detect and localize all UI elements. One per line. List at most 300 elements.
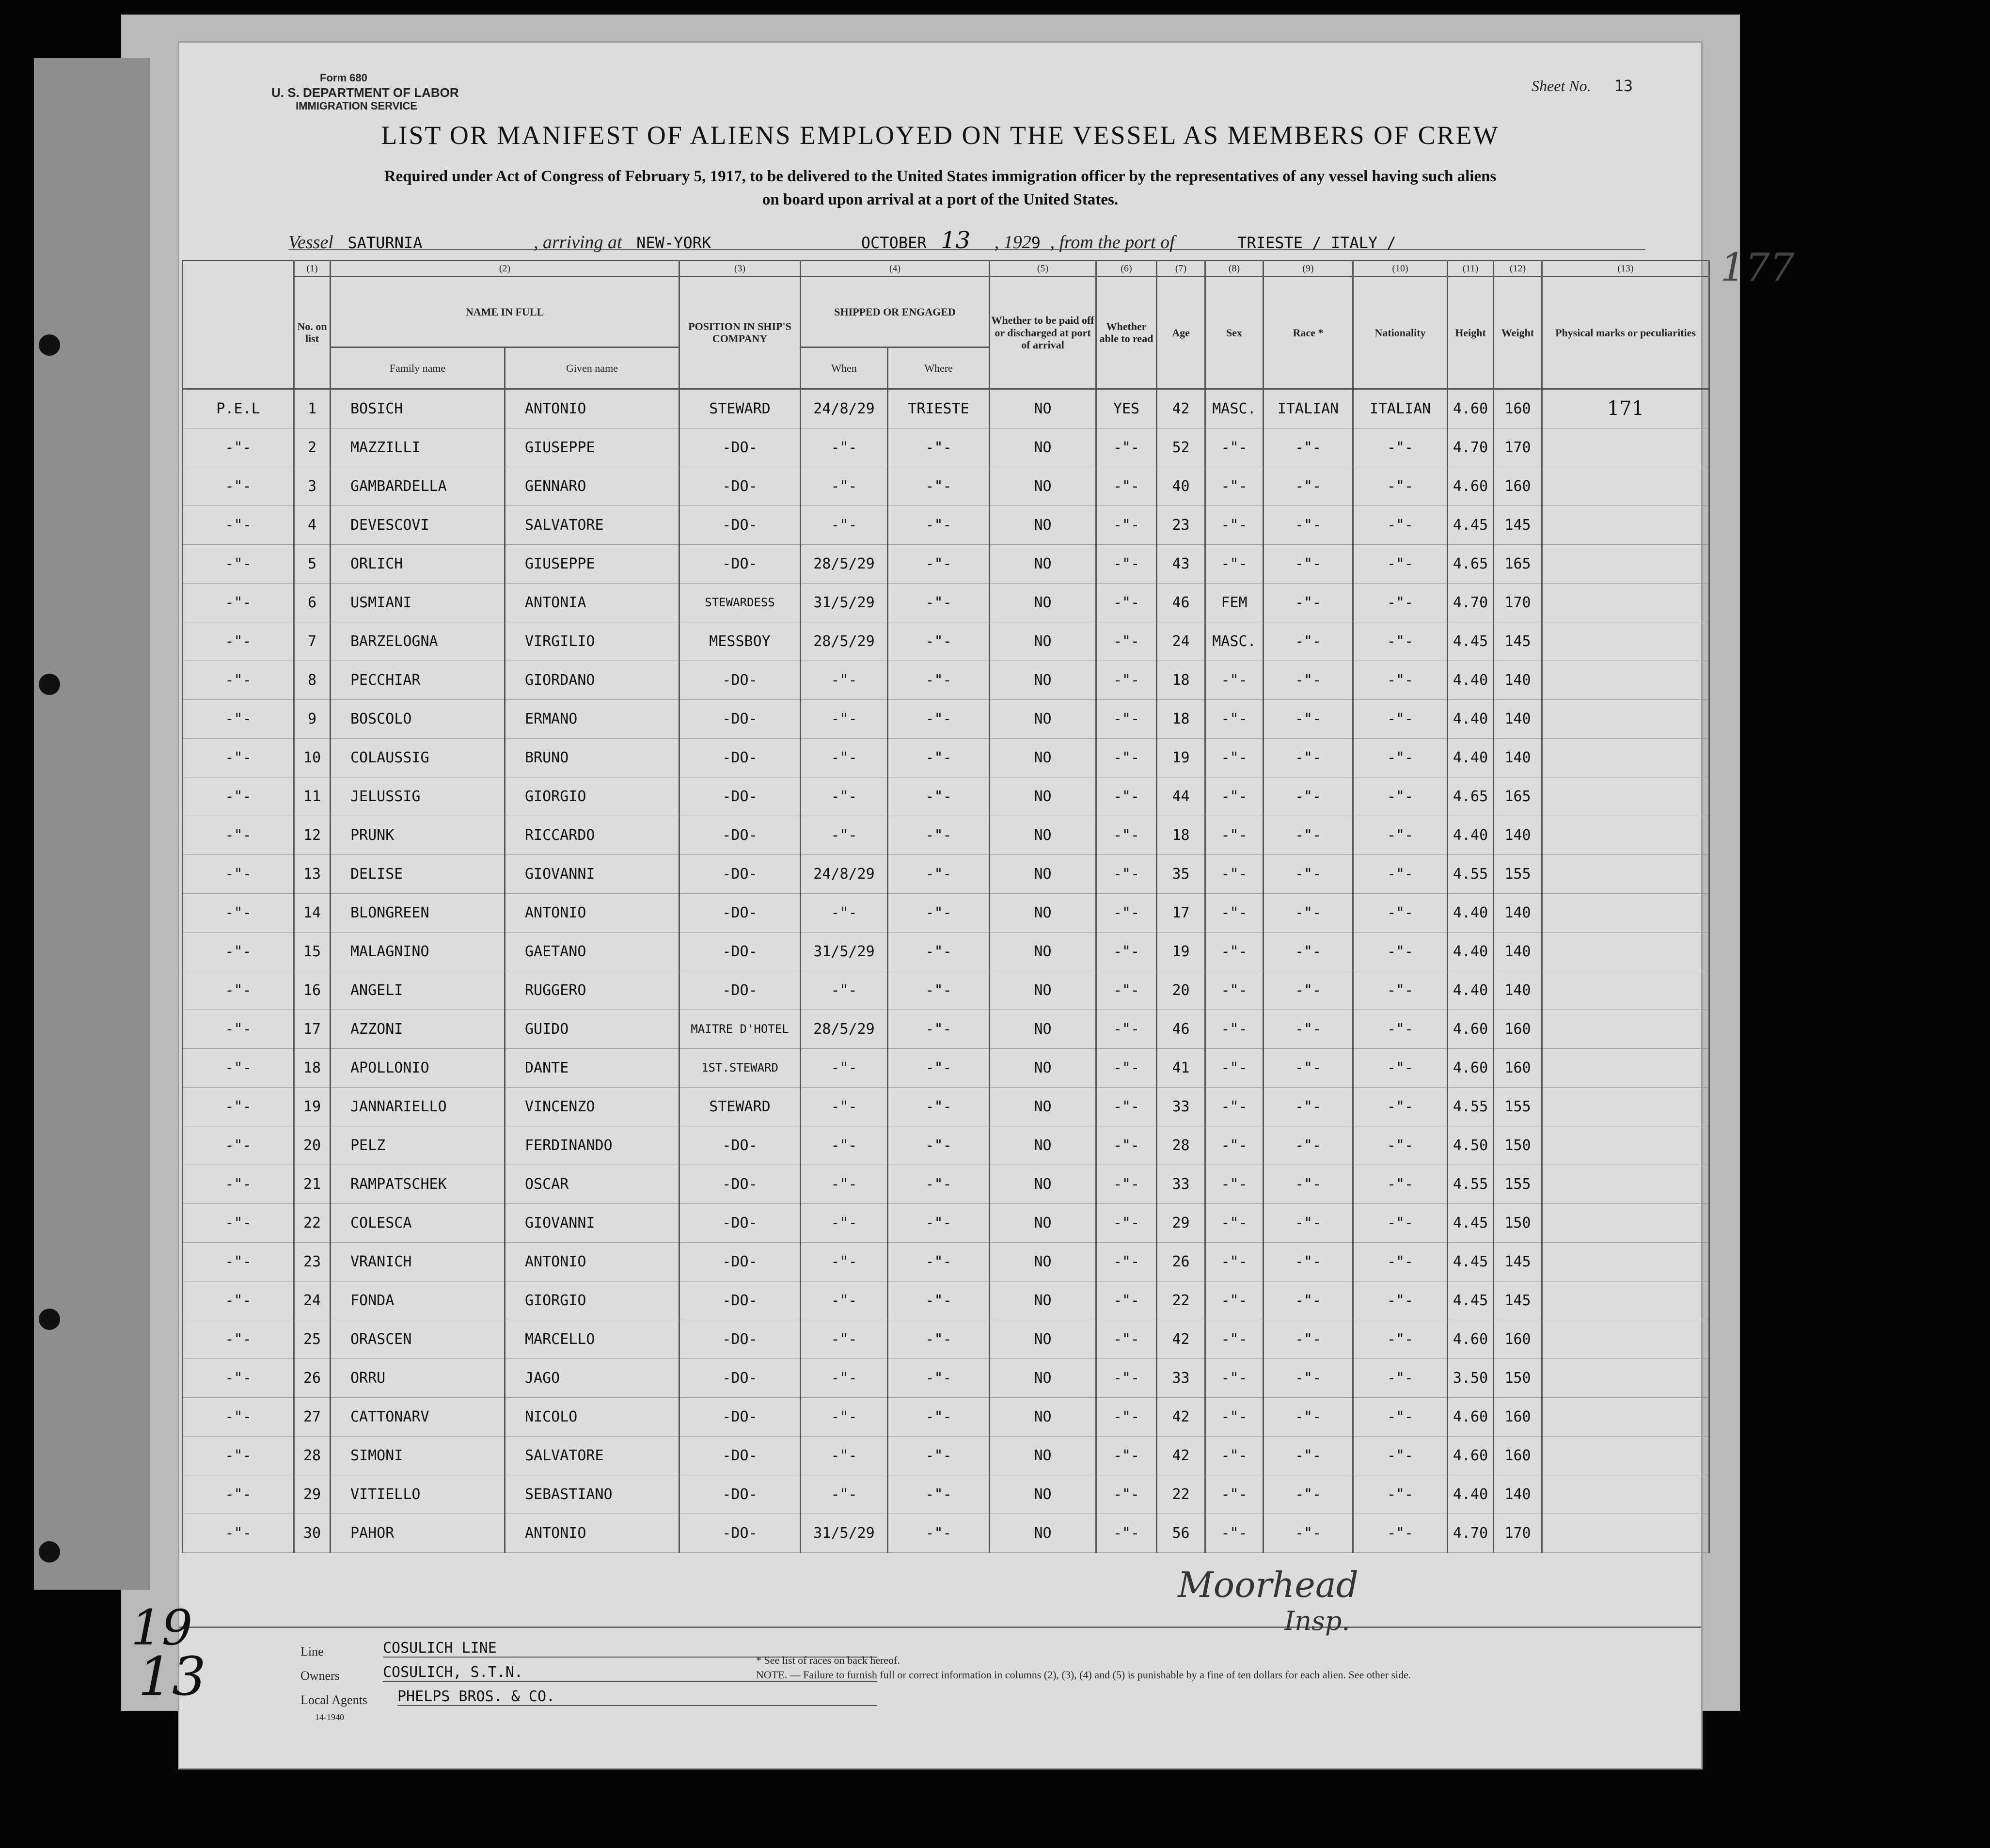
- family-name: PECCHIAR: [331, 661, 505, 699]
- shipped-when: -"-: [801, 816, 888, 854]
- position: STEWARD: [679, 389, 801, 428]
- able-to-read: -"-: [1096, 467, 1157, 505]
- shipped-where: -"-: [888, 622, 990, 661]
- shipped-when: -"-: [801, 1048, 888, 1087]
- table-row: [183, 1436, 1709, 1475]
- sex: MASC.: [1205, 389, 1263, 428]
- height: 4.60: [1448, 1397, 1494, 1436]
- position: STEWARD: [679, 1087, 801, 1126]
- sex: -"-: [1205, 816, 1263, 854]
- table-row: [183, 1242, 1709, 1281]
- weight: 170: [1494, 1514, 1542, 1552]
- height: 4.65: [1448, 544, 1494, 583]
- given-name: SEBASTIANO: [505, 1475, 679, 1514]
- col-num: (2): [331, 261, 679, 277]
- position: MESSBOY: [679, 622, 801, 661]
- race: -"-: [1263, 1087, 1353, 1126]
- family-name: GAMBARDELLA: [331, 467, 505, 505]
- row-number: 2: [294, 428, 331, 467]
- position: -DO-: [679, 1242, 801, 1281]
- row-number: 28: [294, 1436, 331, 1475]
- physical-marks: [1542, 1048, 1709, 1087]
- shipped-when: -"-: [801, 1242, 888, 1281]
- sex: -"-: [1205, 971, 1263, 1010]
- physical-marks: 171: [1542, 389, 1709, 428]
- shipped-when: 28/5/29: [801, 544, 888, 583]
- weight: 160: [1494, 389, 1542, 428]
- sex: -"-: [1205, 1320, 1263, 1358]
- age: 35: [1157, 854, 1205, 893]
- shipped-when: -"-: [801, 1475, 888, 1514]
- voyage-line: [288, 227, 1645, 254]
- given-name: NICOLO: [505, 1397, 679, 1436]
- table-row: [183, 1203, 1709, 1242]
- paid-off: NO: [990, 544, 1096, 583]
- position: -DO-: [679, 932, 801, 971]
- shipped-where: -"-: [888, 1358, 990, 1397]
- physical-marks: [1542, 1397, 1709, 1436]
- able-to-read: -"-: [1096, 1087, 1157, 1126]
- position: -DO-: [679, 777, 801, 816]
- position: -DO-: [679, 971, 801, 1010]
- weight: 145: [1494, 1242, 1542, 1281]
- age: 18: [1157, 661, 1205, 699]
- manifest-sheet: [179, 43, 1701, 1768]
- race: -"-: [1263, 893, 1353, 932]
- sex: -"-: [1205, 661, 1263, 699]
- able-to-read: -"-: [1096, 1397, 1157, 1436]
- col-num: (8): [1205, 261, 1263, 277]
- line-name: COSULICH LINE: [383, 1640, 877, 1658]
- race: -"-: [1263, 699, 1353, 738]
- shipped-when: -"-: [801, 1281, 888, 1320]
- header-position: POSITION IN SHIP'S COMPANY: [679, 277, 801, 389]
- sex: -"-: [1205, 1514, 1263, 1552]
- family-name: APOLLONIO: [331, 1048, 505, 1087]
- row-number: 3: [294, 467, 331, 505]
- shipped-where: -"-: [888, 1514, 990, 1552]
- sex: -"-: [1205, 1397, 1263, 1436]
- weight: 165: [1494, 544, 1542, 583]
- shipped-when: -"-: [801, 505, 888, 544]
- shipped-when: 31/5/29: [801, 1514, 888, 1552]
- paid-off: NO: [990, 1475, 1096, 1514]
- table-row: [183, 777, 1709, 816]
- height: 4.60: [1448, 1048, 1494, 1087]
- table-row: [183, 1087, 1709, 1126]
- weight: 150: [1494, 1358, 1542, 1397]
- family-name: JELUSSIG: [331, 777, 505, 816]
- able-to-read: -"-: [1096, 932, 1157, 971]
- shipped-where: -"-: [888, 699, 990, 738]
- paid-off: NO: [990, 1165, 1096, 1203]
- age: 29: [1157, 1203, 1205, 1242]
- able-to-read: -"-: [1096, 1242, 1157, 1281]
- arrival-month: OCTOBER: [861, 234, 927, 252]
- physical-marks: [1542, 777, 1709, 816]
- shipped-when: -"-: [801, 1126, 888, 1165]
- table-row: [183, 1358, 1709, 1397]
- table-row: [183, 467, 1709, 505]
- weight: 155: [1494, 1087, 1542, 1126]
- age: 22: [1157, 1475, 1205, 1514]
- family-name: BARZELOGNA: [331, 622, 505, 661]
- shipped-when: 24/8/29: [801, 389, 888, 428]
- year-label: , 192: [994, 232, 1031, 253]
- nationality: -"-: [1353, 816, 1448, 854]
- row-margin-mark: -"-: [183, 505, 294, 544]
- row-number: 6: [294, 583, 331, 622]
- position: -DO-: [679, 661, 801, 699]
- vessel-label: Vessel: [288, 232, 333, 253]
- family-name: PELZ: [331, 1126, 505, 1165]
- race: -"-: [1263, 1242, 1353, 1281]
- height: 4.60: [1448, 1436, 1494, 1475]
- nationality: -"-: [1353, 467, 1448, 505]
- height: 4.60: [1448, 389, 1494, 428]
- height: 4.40: [1448, 738, 1494, 777]
- right-margin-number: 177: [1721, 245, 1795, 290]
- row-number: 26: [294, 1358, 331, 1397]
- shipped-where: -"-: [888, 1475, 990, 1514]
- race: -"-: [1263, 505, 1353, 544]
- physical-marks: [1542, 1203, 1709, 1242]
- shipped-when: -"-: [801, 1203, 888, 1242]
- shipped-when: 24/8/29: [801, 854, 888, 893]
- height: 4.55: [1448, 1087, 1494, 1126]
- race: -"-: [1263, 583, 1353, 622]
- race: -"-: [1263, 467, 1353, 505]
- sex: -"-: [1205, 932, 1263, 971]
- header-name-in-full: NAME IN FULL: [331, 277, 679, 347]
- row-margin-mark: -"-: [183, 893, 294, 932]
- row-margin-mark: -"-: [183, 1087, 294, 1126]
- sex: -"-: [1205, 1126, 1263, 1165]
- shipped-when: -"-: [801, 1397, 888, 1436]
- owners-name: COSULICH, S.T.N.: [383, 1664, 877, 1682]
- nationality: -"-: [1353, 1126, 1448, 1165]
- able-to-read: -"-: [1096, 544, 1157, 583]
- weight: 160: [1494, 1320, 1542, 1358]
- family-name: VITIELLO: [331, 1475, 505, 1514]
- header-able-to-read: Whether able to read: [1096, 277, 1157, 389]
- given-name: ANTONIO: [505, 893, 679, 932]
- row-margin-mark: -"-: [183, 1358, 294, 1397]
- row-margin-mark: -"-: [183, 1320, 294, 1358]
- able-to-read: -"-: [1096, 699, 1157, 738]
- nationality: -"-: [1353, 1358, 1448, 1397]
- subtitle-line-2: on board upon arrival at a port of the United States.: [762, 191, 1119, 208]
- position: -DO-: [679, 467, 801, 505]
- race: -"-: [1263, 544, 1353, 583]
- shipped-where: -"-: [888, 1126, 990, 1165]
- age: 43: [1157, 544, 1205, 583]
- departure-port: TRIESTE / ITALY /: [1237, 234, 1396, 252]
- shipped-when: -"-: [801, 893, 888, 932]
- port-label: , from the port of: [1050, 232, 1175, 253]
- position: -DO-: [679, 738, 801, 777]
- header-weight: Weight: [1494, 277, 1542, 389]
- given-name: ERMANO: [505, 699, 679, 738]
- weight: 165: [1494, 777, 1542, 816]
- paid-off: NO: [990, 971, 1096, 1010]
- weight: 160: [1494, 1397, 1542, 1436]
- shipped-where: TRIESTE: [888, 389, 990, 428]
- given-name: DANTE: [505, 1048, 679, 1087]
- table-row: [183, 816, 1709, 854]
- family-name: ORRU: [331, 1358, 505, 1397]
- height: 4.70: [1448, 583, 1494, 622]
- race: -"-: [1263, 1203, 1353, 1242]
- shipped-where: -"-: [888, 738, 990, 777]
- height: 4.70: [1448, 1514, 1494, 1552]
- races-note: * See list of races on back hereof.: [756, 1654, 900, 1666]
- age: 46: [1157, 583, 1205, 622]
- row-margin-mark: -"-: [183, 738, 294, 777]
- shipped-where: -"-: [888, 467, 990, 505]
- weight: 140: [1494, 971, 1542, 1010]
- row-number: 30: [294, 1514, 331, 1552]
- age: 26: [1157, 1242, 1205, 1281]
- age: 18: [1157, 699, 1205, 738]
- able-to-read: -"-: [1096, 1048, 1157, 1087]
- line-label: Line: [300, 1644, 324, 1658]
- family-name: RAMPATSCHEK: [331, 1165, 505, 1203]
- row-margin-mark: -"-: [183, 777, 294, 816]
- height: 4.45: [1448, 505, 1494, 544]
- shipped-when: -"-: [801, 1320, 888, 1358]
- shipped-where: -"-: [888, 971, 990, 1010]
- table-row: [183, 622, 1709, 661]
- paid-off: NO: [990, 1126, 1096, 1165]
- shipped-when: -"-: [801, 1358, 888, 1397]
- nationality: -"-: [1353, 1242, 1448, 1281]
- shipped-when: -"-: [801, 699, 888, 738]
- height: 4.65: [1448, 777, 1494, 816]
- nationality: -"-: [1353, 1010, 1448, 1048]
- race: -"-: [1263, 1475, 1353, 1514]
- shipped-where: -"-: [888, 816, 990, 854]
- physical-marks: [1542, 1165, 1709, 1203]
- race: -"-: [1263, 854, 1353, 893]
- nationality: -"-: [1353, 428, 1448, 467]
- shipped-where: -"-: [888, 777, 990, 816]
- nationality: -"-: [1353, 1087, 1448, 1126]
- age: 19: [1157, 932, 1205, 971]
- able-to-read: -"-: [1096, 1203, 1157, 1242]
- family-name: CATTONARV: [331, 1397, 505, 1436]
- weight: 140: [1494, 661, 1542, 699]
- able-to-read: -"-: [1096, 854, 1157, 893]
- position: -DO-: [679, 428, 801, 467]
- physical-marks: [1542, 816, 1709, 854]
- paid-off: NO: [990, 854, 1096, 893]
- paid-off: NO: [990, 1010, 1096, 1048]
- row-margin-mark: -"-: [183, 583, 294, 622]
- sex: -"-: [1205, 1203, 1263, 1242]
- able-to-read: -"-: [1096, 816, 1157, 854]
- family-name: PAHOR: [331, 1514, 505, 1552]
- given-name: GAETANO: [505, 932, 679, 971]
- paid-off: NO: [990, 816, 1096, 854]
- height: 4.60: [1448, 1010, 1494, 1048]
- sex: MASC.: [1205, 622, 1263, 661]
- owners-label: Owners: [300, 1669, 340, 1683]
- weight: 140: [1494, 932, 1542, 971]
- physical-marks: [1542, 1514, 1709, 1552]
- physical-marks: [1542, 1475, 1709, 1514]
- paid-off: NO: [990, 1242, 1096, 1281]
- inspector-signature: Moorhead: [1178, 1564, 1358, 1605]
- shipped-where: -"-: [888, 1203, 990, 1242]
- row-margin-mark: -"-: [183, 1165, 294, 1203]
- position: -DO-: [679, 1397, 801, 1436]
- shipped-when: -"-: [801, 777, 888, 816]
- nationality: -"-: [1353, 1514, 1448, 1552]
- row-number: 19: [294, 1087, 331, 1126]
- sex: -"-: [1205, 544, 1263, 583]
- physical-marks: [1542, 932, 1709, 971]
- page-title: LIST OR MANIFEST OF ALIENS EMPLOYED ON THE VESSEL AS MEMBERS OF CREW: [381, 121, 1500, 150]
- paid-off: NO: [990, 1358, 1096, 1397]
- able-to-read: -"-: [1096, 738, 1157, 777]
- nationality: -"-: [1353, 971, 1448, 1010]
- binder-hole: [39, 334, 60, 356]
- row-number: 12: [294, 816, 331, 854]
- row-number: 15: [294, 932, 331, 971]
- form-code: 14-1940: [315, 1712, 344, 1722]
- paid-off: NO: [990, 661, 1096, 699]
- position: -DO-: [679, 816, 801, 854]
- age: 46: [1157, 1010, 1205, 1048]
- shipped-where: -"-: [888, 1165, 990, 1203]
- race: -"-: [1263, 1514, 1353, 1552]
- row-number: 4: [294, 505, 331, 544]
- paid-off: NO: [990, 893, 1096, 932]
- row-margin-mark: -"-: [183, 467, 294, 505]
- nationality: -"-: [1353, 932, 1448, 971]
- age: 56: [1157, 1514, 1205, 1552]
- paid-off: NO: [990, 699, 1096, 738]
- sex: -"-: [1205, 1436, 1263, 1475]
- position: -DO-: [679, 854, 801, 893]
- position: -DO-: [679, 505, 801, 544]
- able-to-read: -"-: [1096, 661, 1157, 699]
- given-name: FERDINANDO: [505, 1126, 679, 1165]
- shipped-where: -"-: [888, 1281, 990, 1320]
- row-number: 27: [294, 1397, 331, 1436]
- position: -DO-: [679, 1436, 801, 1475]
- race: -"-: [1263, 971, 1353, 1010]
- physical-marks: [1542, 505, 1709, 544]
- row-margin-mark: -"-: [183, 544, 294, 583]
- height: 4.60: [1448, 467, 1494, 505]
- weight: 145: [1494, 505, 1542, 544]
- sex: -"-: [1205, 1242, 1263, 1281]
- able-to-read: -"-: [1096, 1281, 1157, 1320]
- row-margin-mark: -"-: [183, 1436, 294, 1475]
- race: ITALIAN: [1263, 389, 1353, 428]
- sex: -"-: [1205, 1048, 1263, 1087]
- shipped-when: -"-: [801, 1436, 888, 1475]
- paid-off: NO: [990, 1436, 1096, 1475]
- race: -"-: [1263, 1010, 1353, 1048]
- header-physical-marks: Physical marks or peculiarities: [1542, 277, 1709, 389]
- height: 4.55: [1448, 1165, 1494, 1203]
- sex: -"-: [1205, 738, 1263, 777]
- age: 28: [1157, 1126, 1205, 1165]
- shipped-when: -"-: [801, 971, 888, 1010]
- weight: 150: [1494, 1203, 1542, 1242]
- physical-marks: [1542, 1242, 1709, 1281]
- able-to-read: YES: [1096, 389, 1157, 428]
- row-margin-mark: -"-: [183, 1397, 294, 1436]
- margin-handwritten-number-upper: 19: [131, 1599, 193, 1656]
- physical-marks: [1542, 854, 1709, 893]
- table-row: [183, 893, 1709, 932]
- shipped-where: -"-: [888, 1087, 990, 1126]
- row-number: 1: [294, 389, 331, 428]
- position: -DO-: [679, 1281, 801, 1320]
- table-row: [183, 971, 1709, 1010]
- race: -"-: [1263, 622, 1353, 661]
- sheet-number-label: Sheet No.: [1532, 77, 1591, 95]
- nationality: -"-: [1353, 893, 1448, 932]
- position: -DO-: [679, 893, 801, 932]
- family-name: MAZZILLI: [331, 428, 505, 467]
- given-name: GENNARO: [505, 467, 679, 505]
- row-number: 24: [294, 1281, 331, 1320]
- family-name: COLESCA: [331, 1203, 505, 1242]
- binder-hole: [39, 1541, 60, 1563]
- family-name: ORLICH: [331, 544, 505, 583]
- margin-handwritten-number: 13: [138, 1645, 206, 1707]
- header-paid-off: Whether to be paid off or discharged at port of arrival: [990, 277, 1096, 389]
- row-number: 9: [294, 699, 331, 738]
- row-margin-mark: -"-: [183, 1242, 294, 1281]
- paid-off: NO: [990, 738, 1096, 777]
- col-num: (12): [1494, 261, 1542, 277]
- sheet-number: 13: [1614, 77, 1633, 95]
- paid-off: NO: [990, 428, 1096, 467]
- physical-marks: [1542, 661, 1709, 699]
- height: 4.45: [1448, 1242, 1494, 1281]
- physical-marks: [1542, 622, 1709, 661]
- shipped-where: -"-: [888, 1436, 990, 1475]
- position: 1ST.STEWARD: [679, 1048, 801, 1087]
- family-name: DELISE: [331, 854, 505, 893]
- sex: -"-: [1205, 699, 1263, 738]
- sex: -"-: [1205, 467, 1263, 505]
- header-height: Height: [1448, 277, 1494, 389]
- weight: 140: [1494, 893, 1542, 932]
- shipped-when: 28/5/29: [801, 1010, 888, 1048]
- weight: 140: [1494, 738, 1542, 777]
- header-sex: Sex: [1205, 277, 1263, 389]
- shipped-where: -"-: [888, 932, 990, 971]
- able-to-read: -"-: [1096, 1475, 1157, 1514]
- row-margin-mark: -"-: [183, 1126, 294, 1165]
- paid-off: NO: [990, 1281, 1096, 1320]
- able-to-read: -"-: [1096, 971, 1157, 1010]
- nationality: -"-: [1353, 661, 1448, 699]
- given-name: ANTONIO: [505, 389, 679, 428]
- row-margin-mark: -"-: [183, 1475, 294, 1514]
- paid-off: NO: [990, 583, 1096, 622]
- age: 24: [1157, 622, 1205, 661]
- position: MAITRE D'HOTEL: [679, 1010, 801, 1048]
- arrival-port: NEW-YORK: [636, 234, 711, 252]
